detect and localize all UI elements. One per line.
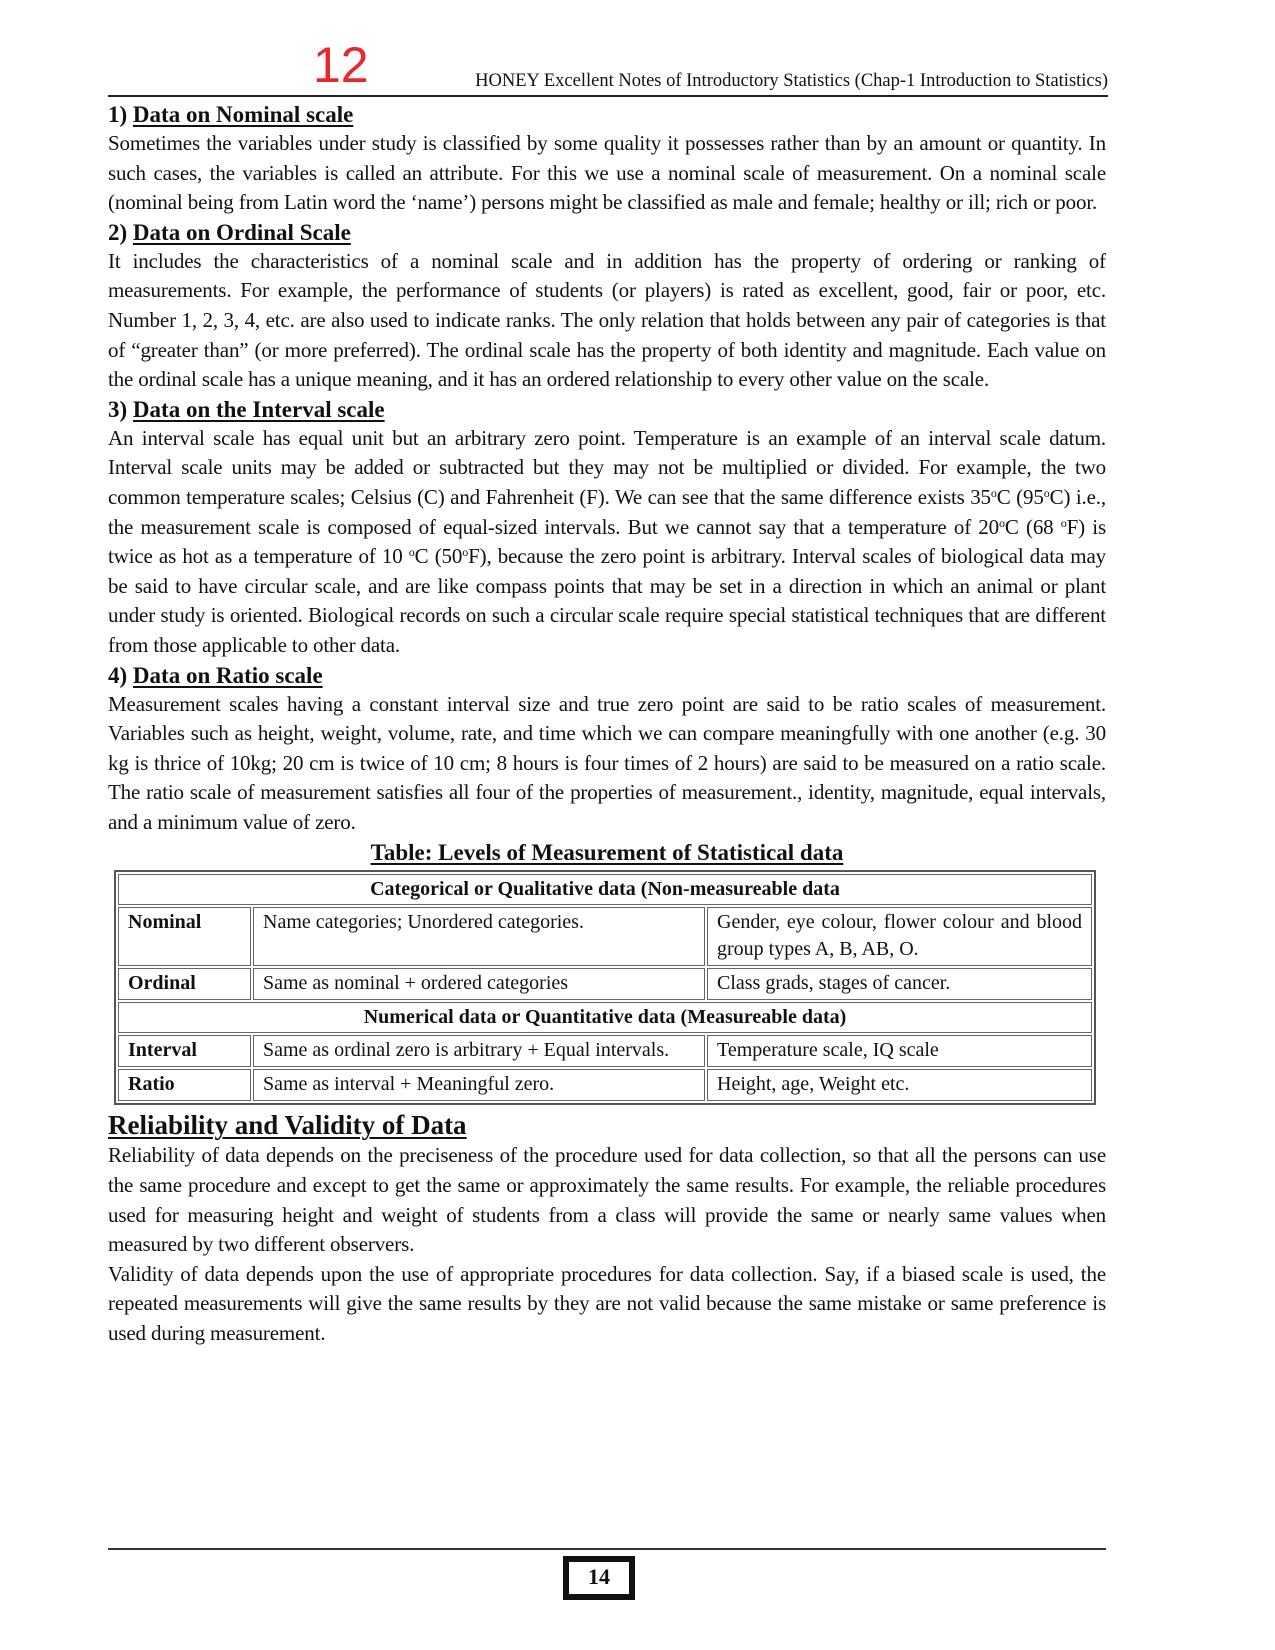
footer-page-number: 14	[568, 1561, 630, 1595]
section-heading-reliability	[108, 1109, 1106, 1141]
degree-symbol: o	[408, 545, 415, 560]
section-heading-interval	[108, 395, 1106, 424]
table-row	[118, 968, 1092, 1000]
section-heading-ratio	[108, 661, 1106, 690]
levels-of-measurement-table	[114, 870, 1096, 1105]
description-cell: Same as interval + Meaningful zero.	[253, 1069, 705, 1101]
header-page-number: 12	[313, 37, 369, 93]
section-number: 2)	[108, 219, 128, 245]
group-heading-categorical: Categorical or Qualitative data (Non-measureable data	[118, 874, 1092, 905]
examples-cell: Temperature scale, IQ scale	[707, 1035, 1092, 1067]
text-run: C (95	[996, 484, 1044, 509]
text-run: An interval scale has equal unit but an arbitrary zero point. Temperature is an example of an interval scale datum. Interval scale units may be added or subtracted but they may not be multiplied or divided. For example, the two common temperature scales; Celsius (C) and Fahrenheit (F). We can see that the same difference exists 35	[108, 425, 1106, 509]
level-cell: Nominal	[118, 907, 251, 966]
section-number: 3)	[108, 396, 128, 422]
text-run: F) is twice as hot as a temperature of 10	[108, 514, 1106, 569]
level-cell: Ratio	[118, 1069, 251, 1101]
paragraph-ordinal: It includes the characteristics of a nominal scale and in addition has the property of ordering or ranking of measurements. For example, the performance of students (or players) is rated as excellent, good, fair or poor, etc. Number 1, 2, 3, 4, etc. are also used to indicate ranks. The only relation that holds between any pair of categories is that of “greater than” (or more preferred). The ordinal scale has the property of both identity and magnitude. Each value on the ordinal scale has a unique meaning, and it has an ordered relationship to every other value on the scale.	[108, 248, 1106, 392]
page-content	[108, 100, 1106, 1349]
paragraph-interval	[108, 424, 1106, 661]
examples-cell: Class grads, stages of cancer.	[707, 968, 1092, 1000]
degree-symbol: o	[990, 485, 997, 500]
degree-symbol: o	[462, 545, 469, 560]
header-divider	[108, 95, 1108, 97]
text-run: F), because the zero point is arbitrary. Interval scales of biological data may be said to have circular scale, and are like compass points that may be set in a direction in which an animal or plant under study is oriented. Biological records on such a circular scale require special statistical techniques that are different from those applicable to other data.	[108, 544, 1107, 657]
section-title: Data on Nominal scale	[132, 102, 354, 127]
section-title: Data on Ordinal Scale	[132, 219, 351, 245]
running-title: HONEY Excellent Notes of Introductory Statistics (Chap-1 Introduction to Statistics)	[475, 71, 1108, 91]
table-group-row	[118, 1002, 1092, 1033]
level-cell: Interval	[118, 1035, 251, 1067]
table-row	[118, 907, 1092, 966]
examples-cell: Height, age, Weight etc.	[707, 1069, 1092, 1101]
degree-symbol: o	[999, 515, 1005, 530]
table-caption-text: Table: Levels of Measurement of Statistical data	[370, 840, 844, 866]
description-cell: Same as ordinal zero is arbitrary + Equal intervals.	[253, 1035, 705, 1067]
description-cell: Name categories; Unordered categories.	[253, 907, 705, 966]
text-run: C) i.e., the measurement scale is composed of equal-sized intervals. But we cannot say that a temperature of 20	[108, 484, 1106, 539]
footer-divider	[108, 1548, 1106, 1550]
section-title: Reliability and Validity of Data	[108, 1110, 467, 1141]
table-group-row	[118, 874, 1092, 905]
section-number: 4)	[108, 662, 128, 688]
paragraph-nominal: Sometimes the variables under study is classified by some quality it possesses rather than by an amount or quantity. In such cases, the variables is called an attribute. For this we use a nominal scale of measurement. On a nominal scale (nominal being from Latin word the ‘name’) persons might be classified as male and female; healthy or ill; rich or poor.	[108, 131, 1106, 215]
text-run: C (50	[414, 544, 463, 569]
paragraph-reliability: Reliability of data depends on the preciseness of the procedure used for data collection, so that all the persons can use the same procedure and except to get the same or approximately the same results. For example, the reliable procedures used for measuring height and weight of students from a class will provide the same or nearly same values when measured by two different observers.	[108, 1143, 1106, 1257]
paragraph-ratio: Measurement scales having a constant interval size and true zero point are said to be ratio scales of measurement. Variables such as height, weight, volume, rate, and time which we can compare meaningfully with one another (e.g. 30 kg is thrice of 10kg; 20 cm is twice of 10 cm; 8 hours is four times of 2 hours) are said to be measured on a ratio scale. The ratio scale of measurement satisfies all four of the properties of measurement., identity, magnitude, equal intervals, and a minimum value of zero.	[108, 691, 1106, 834]
section-heading-ordinal	[108, 218, 1106, 247]
paragraph-validity: Validity of data depends upon the use of appropriate procedures for data collection. Say, if a biased scale is used, the repeated measurements will give the same results by they are not valid because the same mistake or same preference is used during measurement.	[108, 1261, 1106, 1346]
table-row	[118, 1069, 1092, 1101]
description-cell: Same as nominal + ordered categories	[253, 968, 705, 1000]
degree-symbol: o	[1043, 485, 1050, 500]
section-number: 1)	[108, 102, 128, 127]
table-row	[118, 1035, 1092, 1067]
page-header	[108, 38, 1108, 98]
footer-page-number-box	[563, 1556, 635, 1600]
group-heading-numerical: Numerical data or Quantitative data (Measureable data)	[118, 1002, 1092, 1033]
level-cell: Ordinal	[118, 968, 251, 1000]
section-heading-nominal	[108, 100, 1106, 129]
section-title: Data on Ratio scale	[132, 662, 323, 688]
text-run: C (68	[1004, 514, 1061, 539]
examples-cell: Gender, eye colour, flower colour and blood group types A, B, AB, O.	[707, 907, 1092, 966]
table-caption	[108, 839, 1106, 867]
section-title: Data on the Interval scale	[132, 396, 385, 422]
degree-symbol: o	[1060, 515, 1067, 530]
